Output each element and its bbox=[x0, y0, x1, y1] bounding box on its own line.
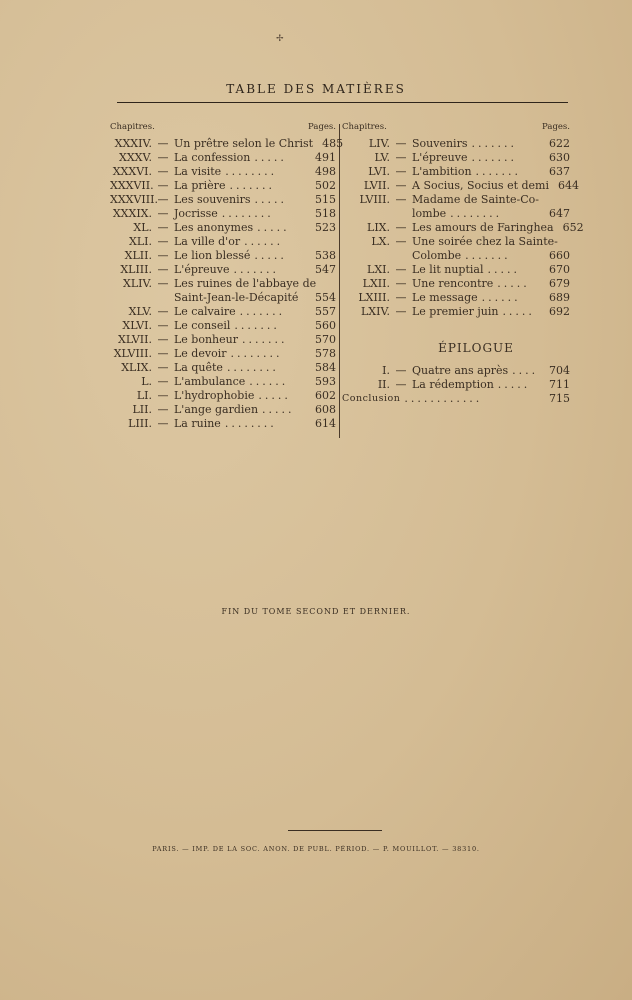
leader-dots: ..... bbox=[257, 221, 290, 234]
entry-dash: — bbox=[157, 361, 169, 374]
chapter-title: Les ruines de l'abbaye de bbox=[174, 277, 317, 290]
page-number: 557 bbox=[315, 305, 336, 318]
ink-mark: ✢ bbox=[276, 34, 284, 44]
entry-dash: — bbox=[157, 193, 169, 206]
toc-entry bbox=[342, 364, 570, 378]
toc-entry bbox=[342, 249, 570, 263]
chapter-number: XL. bbox=[133, 221, 152, 234]
entry-dash: — bbox=[157, 221, 169, 234]
chapter-title: Les amours de Faringhea bbox=[412, 221, 554, 234]
title-rule bbox=[117, 102, 568, 103]
page-number: 502 bbox=[315, 179, 336, 192]
chapter-number: XLVI. bbox=[122, 319, 152, 332]
page-number: 622 bbox=[549, 137, 570, 150]
chapter-number: XLVII. bbox=[118, 333, 152, 346]
chapter-title: Le conseil bbox=[174, 319, 231, 332]
chapter-number: XXXIX. bbox=[112, 207, 152, 220]
entry-dash: — bbox=[395, 277, 407, 290]
toc-entry bbox=[110, 291, 336, 305]
leader-dots: ....... bbox=[229, 179, 275, 192]
page-number: 711 bbox=[549, 378, 570, 391]
chapter-number: XLIX. bbox=[121, 361, 152, 374]
page-number: 679 bbox=[549, 277, 570, 290]
page-number: 670 bbox=[549, 263, 570, 276]
toc-entry bbox=[342, 378, 570, 392]
toc-entry bbox=[110, 333, 336, 347]
toc-entry bbox=[342, 179, 579, 193]
page-number: 498 bbox=[315, 165, 336, 178]
chapter-title: La quête bbox=[174, 361, 223, 374]
toc-entry bbox=[110, 417, 336, 431]
toc-entry bbox=[110, 403, 336, 417]
chapter-title: Les anonymes bbox=[174, 221, 254, 234]
leader-dots: ........ bbox=[450, 207, 503, 220]
toc-entry bbox=[110, 347, 336, 361]
chapter-title: Le lit nuptial bbox=[412, 263, 484, 276]
chapter-number: LVII. bbox=[363, 179, 390, 192]
chapter-number: LX. bbox=[371, 235, 390, 248]
conclusion-entry bbox=[342, 392, 570, 406]
chapter-number: L. bbox=[141, 375, 152, 388]
page-number: 554 bbox=[315, 291, 336, 304]
chapter-number: II. bbox=[377, 378, 390, 391]
toc-entry bbox=[342, 137, 570, 151]
page-title: TABLE DES MATIÈRES bbox=[226, 82, 406, 96]
chapter-number: LVI. bbox=[368, 165, 390, 178]
chapter-title: L'ange gardien bbox=[174, 403, 259, 416]
leader-dots: ....... bbox=[465, 249, 511, 262]
leader-dots: ....... bbox=[234, 319, 280, 332]
page-number: 614 bbox=[315, 417, 336, 430]
toc-entry bbox=[110, 389, 336, 403]
chapter-title: Le devoir bbox=[174, 347, 227, 360]
chapters-header: Chapitres. bbox=[342, 122, 387, 132]
epilogue-heading: ÉPILOGUE bbox=[438, 341, 514, 355]
chapter-title: Une soirée chez la Sainte- bbox=[412, 235, 558, 248]
chapter-number: LXIII. bbox=[358, 291, 390, 304]
chapter-number: XXXVI. bbox=[112, 165, 152, 178]
chapter-number: XLIV. bbox=[123, 277, 152, 290]
leader-dots: .... bbox=[512, 364, 539, 377]
page-number: 652 bbox=[562, 221, 584, 234]
page-number: 647 bbox=[549, 207, 570, 220]
entry-dash: — bbox=[157, 235, 169, 248]
leader-dots: ....... bbox=[475, 165, 522, 178]
chapter-number: LIX. bbox=[367, 221, 390, 234]
chapter-title: L'ambulance bbox=[174, 375, 246, 388]
chapter-number: XXXVIII. bbox=[110, 193, 158, 206]
toc-right-column bbox=[342, 122, 584, 406]
entry-dash: — bbox=[157, 403, 169, 416]
leader-dots: ........ bbox=[225, 165, 278, 178]
entry-dash: — bbox=[395, 151, 407, 164]
page-number: 584 bbox=[315, 361, 336, 374]
entry-dash: — bbox=[395, 221, 407, 234]
chapter-number: LVIII. bbox=[359, 193, 390, 206]
chapter-title: La prière bbox=[174, 179, 226, 192]
entry-dash: — bbox=[157, 179, 169, 192]
toc-entry bbox=[110, 179, 336, 193]
entry-dash: — bbox=[157, 165, 169, 178]
entry-dash: — bbox=[395, 235, 407, 248]
chapter-number: LI. bbox=[136, 389, 152, 402]
pages-header: Pages. bbox=[308, 122, 336, 132]
leader-dots: ...... bbox=[481, 291, 521, 304]
page-number: 485 bbox=[322, 137, 344, 150]
page-number: 518 bbox=[315, 207, 336, 220]
leader-dots: ........ bbox=[230, 347, 283, 360]
page-number: 602 bbox=[315, 389, 336, 402]
toc-entry bbox=[342, 221, 584, 235]
entry-dash: — bbox=[157, 347, 169, 360]
page-number: 515 bbox=[315, 193, 336, 206]
epilogue-list bbox=[342, 364, 570, 392]
chapter-title: Le calvaire bbox=[174, 305, 236, 318]
entry-dash: — bbox=[157, 249, 169, 262]
chapter-number: XXXIV. bbox=[114, 137, 152, 150]
toc-entry bbox=[110, 193, 336, 207]
conclusion-page: 715 bbox=[549, 392, 570, 405]
chapter-title: Le lion blessé bbox=[174, 249, 251, 262]
toc-entry bbox=[110, 277, 336, 291]
leader-dots: ...... bbox=[249, 375, 289, 388]
toc-entry bbox=[342, 277, 570, 291]
page-number: 689 bbox=[549, 291, 570, 304]
pages-header: Pages. bbox=[542, 122, 570, 132]
entry-dash: — bbox=[157, 333, 169, 346]
leader-dots: ....... bbox=[239, 305, 286, 318]
toc-entry bbox=[342, 207, 570, 221]
toc-entry bbox=[342, 291, 570, 305]
chapter-title: La ruine bbox=[174, 417, 221, 430]
entry-dash: — bbox=[395, 291, 407, 304]
left-chapter-list bbox=[110, 137, 344, 431]
leader-dots: ....... bbox=[233, 263, 279, 276]
leader-dots: ........ bbox=[226, 361, 279, 374]
toc-entry bbox=[342, 193, 570, 207]
chapter-number: XXXVII. bbox=[110, 179, 154, 192]
page-number: 538 bbox=[315, 249, 336, 262]
chapter-number: LXI. bbox=[367, 263, 390, 276]
chapter-title: Le message bbox=[412, 291, 478, 304]
leader-dots: ...... bbox=[244, 235, 284, 248]
right-chapter-list bbox=[342, 137, 584, 319]
chapter-number: XLIII. bbox=[120, 263, 152, 276]
page-number: 547 bbox=[315, 263, 336, 276]
chapter-title: La visite bbox=[174, 165, 222, 178]
toc-entry bbox=[110, 137, 344, 151]
chapter-number: LV. bbox=[374, 151, 390, 164]
chapter-title: Madame de Sainte-Co- bbox=[412, 193, 540, 206]
entry-dash: — bbox=[157, 151, 169, 164]
leader-dots: ..... bbox=[497, 277, 530, 290]
entry-dash: — bbox=[157, 263, 169, 276]
conclusion-label: Conclusion bbox=[342, 393, 401, 404]
toc-entry bbox=[342, 235, 570, 249]
entry-dash: — bbox=[157, 305, 169, 318]
toc-entry bbox=[110, 221, 336, 235]
page-number: 660 bbox=[549, 249, 570, 262]
entry-dash: — bbox=[157, 375, 169, 388]
chapter-title: La confession bbox=[174, 151, 251, 164]
entry-dash: — bbox=[395, 179, 407, 192]
chapter-number: LIII. bbox=[128, 417, 152, 430]
entry-dash: — bbox=[395, 364, 407, 377]
left-column-header bbox=[110, 122, 336, 137]
chapter-number: LXIV. bbox=[361, 305, 390, 318]
toc-entry bbox=[110, 361, 336, 375]
page-number: 560 bbox=[315, 319, 336, 332]
chapter-number: LII. bbox=[132, 403, 152, 416]
chapter-title: La rédemption bbox=[412, 378, 494, 391]
leader-dots: ..... bbox=[254, 249, 287, 262]
toc-entry bbox=[110, 263, 336, 277]
page-number: 491 bbox=[315, 151, 336, 164]
leader-dots: ..... bbox=[502, 305, 535, 318]
page-number: 523 bbox=[315, 221, 336, 234]
chapter-number: XLV. bbox=[128, 305, 152, 318]
leader-dots: ....... bbox=[471, 151, 517, 164]
chapter-title: Quatre ans après bbox=[412, 364, 509, 377]
chapter-title: A Socius, Socius et demi bbox=[412, 179, 549, 192]
toc-left-column bbox=[110, 122, 344, 431]
leader-dots: ..... bbox=[258, 389, 291, 402]
toc-entry bbox=[342, 263, 570, 277]
page-number: 644 bbox=[558, 179, 579, 192]
chapter-title: L'épreuve bbox=[174, 263, 230, 276]
entry-dash: — bbox=[157, 207, 169, 220]
page-number: 704 bbox=[549, 364, 570, 377]
toc-entry bbox=[110, 375, 336, 389]
leader-dots: ............ bbox=[404, 392, 483, 405]
entry-dash: — bbox=[157, 389, 169, 402]
leader-dots: ....... bbox=[242, 333, 288, 346]
chapter-title: Souvenirs bbox=[412, 137, 468, 150]
chapter-title: Une rencontre bbox=[412, 277, 494, 290]
end-note: FIN DU TOME SECOND ET DERNIER. bbox=[221, 607, 411, 616]
toc-entry bbox=[110, 165, 336, 179]
leader-dots: ........ bbox=[224, 417, 277, 430]
toc-entry bbox=[110, 151, 336, 165]
entry-dash: — bbox=[395, 305, 407, 318]
chapter-title: Saint-Jean-le-Décapité bbox=[174, 291, 299, 304]
leader-dots: ..... bbox=[487, 263, 520, 276]
toc-entry bbox=[110, 305, 336, 319]
chapter-title: Les souvenirs bbox=[174, 193, 251, 206]
leader-dots: ....... bbox=[471, 137, 517, 150]
chapter-number: LIV. bbox=[368, 137, 390, 150]
chapter-title: Le premier juin bbox=[412, 305, 499, 318]
toc-entry bbox=[342, 165, 570, 179]
leader-dots: ..... bbox=[497, 378, 531, 391]
entry-dash: — bbox=[395, 137, 407, 150]
right-column-header bbox=[342, 122, 570, 137]
toc-entry bbox=[110, 235, 336, 249]
chapter-number: XLII. bbox=[124, 249, 152, 262]
chapter-title: Le bonheur bbox=[174, 333, 238, 346]
page-number: 570 bbox=[315, 333, 336, 346]
leader-dots: ..... bbox=[254, 193, 288, 206]
chapter-number: LXII. bbox=[362, 277, 390, 290]
leader-dots: ..... bbox=[254, 151, 287, 164]
page-number: 578 bbox=[315, 347, 336, 360]
chapter-number: XLVIII. bbox=[113, 347, 152, 360]
entry-dash: — bbox=[157, 277, 169, 290]
toc-entry bbox=[110, 207, 336, 221]
printer-imprint: PARIS. — IMP. DE LA SOC. ANON. DE PUBL. PÉRIOD. — P. MOUILLOT. — 38310. bbox=[152, 845, 480, 853]
entry-dash: — bbox=[395, 193, 407, 206]
page-number: 692 bbox=[549, 305, 570, 318]
chapter-title: La ville d'or bbox=[174, 235, 241, 248]
leader-dots: ........ bbox=[221, 207, 274, 220]
chapter-title: L'ambition bbox=[412, 165, 472, 178]
page-number: 637 bbox=[549, 165, 570, 178]
page-number: 630 bbox=[549, 151, 570, 164]
chapter-number: XXXV. bbox=[118, 151, 152, 164]
chapters-header: Chapitres. bbox=[110, 122, 155, 132]
chapter-title: lombe bbox=[412, 207, 447, 220]
toc-entry bbox=[342, 151, 570, 165]
page-number: 593 bbox=[315, 375, 336, 388]
chapter-title: Colombe bbox=[412, 249, 462, 262]
leader-dots: ..... bbox=[262, 403, 295, 416]
imprint-rule bbox=[288, 830, 382, 831]
entry-dash: — bbox=[157, 319, 169, 332]
chapter-title: L'hydrophobie bbox=[174, 389, 255, 402]
entry-dash: — bbox=[395, 165, 407, 178]
chapter-title: L'épreuve bbox=[412, 151, 468, 164]
toc-entry bbox=[110, 249, 336, 263]
entry-dash: — bbox=[395, 263, 407, 276]
toc-entry bbox=[342, 305, 570, 319]
toc-entry bbox=[110, 319, 336, 333]
chapter-number: XLI. bbox=[129, 235, 152, 248]
column-divider bbox=[339, 124, 340, 438]
chapter-title: Un prêtre selon le Christ bbox=[174, 137, 314, 150]
chapter-title: Jocrisse bbox=[174, 207, 218, 220]
entry-dash: — bbox=[395, 378, 407, 391]
entry-dash: — bbox=[157, 137, 169, 150]
page-number: 608 bbox=[315, 403, 336, 416]
entry-dash: — bbox=[157, 417, 169, 430]
chapter-number: I. bbox=[382, 364, 390, 377]
